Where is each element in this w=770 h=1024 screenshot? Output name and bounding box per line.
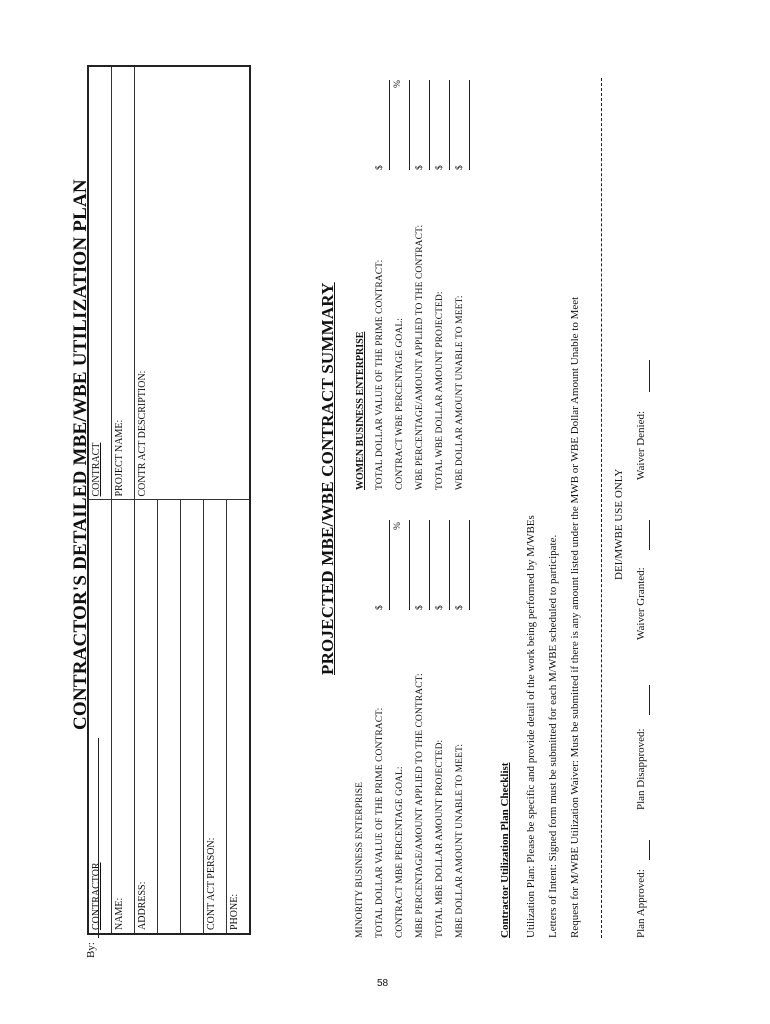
- checklist-item: Request for M/WBE Utilization Waiver: Must be submitted if there is any amount listed under the MWB or WBE Dollar Amount Unable to Meet: [569, 296, 581, 938]
- mbe-applied-line[interactable]: [429, 520, 430, 610]
- phone-field[interactable]: PHONE:: [227, 500, 251, 934]
- address-field-line2[interactable]: [158, 500, 181, 934]
- plan-disapproved-label: Plan Disapproved:: [635, 728, 647, 810]
- office-use-divider: [601, 78, 602, 938]
- waiver-granted-label: Waiver Granted:: [635, 567, 647, 640]
- dollar-symbol: $: [435, 165, 445, 170]
- plan-approved-line[interactable]: [649, 840, 650, 860]
- wbe-goal-line[interactable]: [409, 80, 410, 170]
- mbe-unable-line[interactable]: [469, 520, 470, 610]
- wbe-projected-line[interactable]: [449, 80, 450, 170]
- dollar-symbol: $: [415, 605, 425, 610]
- contractor-info-table: [87, 65, 251, 935]
- dollar-symbol: $: [455, 165, 465, 170]
- contractor-header: CONTRACTOR: [88, 500, 112, 934]
- name-field[interactable]: NAME:: [112, 500, 135, 934]
- wbe-row: CONTRACT WBE PERCENTAGE GOAL:: [395, 318, 405, 490]
- percent-symbol: %: [393, 521, 403, 530]
- by-signature-line[interactable]: [98, 738, 99, 938]
- mbe-goal-line[interactable]: [409, 520, 410, 610]
- by-signature-area: [85, 710, 105, 960]
- waiver-denied-line[interactable]: [649, 360, 650, 392]
- page-number: 58: [377, 978, 389, 989]
- rotated-form: [70, 60, 647, 960]
- project-name-field[interactable]: PROJECT NAME:: [112, 66, 135, 500]
- contact-person-field[interactable]: CONT ACT PERSON:: [204, 500, 227, 934]
- mbe-heading: MINORITY BUSINESS ENTERPRISE: [355, 781, 365, 938]
- wbe-heading: WOMEN BUSINESS ENTERPRISE: [355, 331, 366, 490]
- wbe-total-value-line[interactable]: [389, 80, 390, 170]
- page-title: CONTRACTOR'S DETAILED MBE/WBE UTILIZATION PLAN: [70, 179, 91, 730]
- wbe-row: WBE PERCENTAGE/AMOUNT APPLIED TO THE CONTRACT:: [415, 224, 425, 490]
- waiver-granted-line[interactable]: [649, 520, 650, 550]
- plan-disapproved-line[interactable]: [649, 685, 650, 715]
- wbe-row: TOTAL DOLLAR VALUE OF THE PRIME CONTRACT:: [375, 259, 385, 490]
- dollar-symbol: $: [435, 605, 445, 610]
- mbe-total-value-line[interactable]: [389, 520, 390, 610]
- plan-approved-label: Plan Approved:: [635, 869, 647, 938]
- dollar-symbol: $: [375, 165, 385, 170]
- address-field-line3[interactable]: [181, 500, 204, 934]
- by-label: By:: [85, 942, 97, 958]
- wbe-row: TOTAL WBE DOLLAR AMOUNT PROJECTED:: [435, 291, 445, 490]
- checklist-item: Utilization Plan: Please be specific and provide detail of the work being performed by M/WBEs: [525, 515, 537, 938]
- wbe-unable-line[interactable]: [469, 80, 470, 170]
- dollar-symbol: $: [375, 605, 385, 610]
- mbe-row: TOTAL DOLLAR VALUE OF THE PRIME CONTRACT:: [375, 707, 385, 938]
- checklist-item: Letters of Intent: Signed form must be submitted for each M/WBE scheduled to participate.: [547, 534, 559, 938]
- office-use-label: DEI/MWBE USE ONLY: [613, 468, 625, 580]
- dollar-symbol: $: [455, 605, 465, 610]
- waiver-denied-label: Waiver Denied:: [635, 410, 647, 480]
- mbe-row: CONTRACT MBE PERCENTAGE GOAL:: [395, 766, 405, 938]
- percent-symbol: %: [393, 79, 403, 88]
- mbe-row: MBE PERCENTAGE/AMOUNT APPLIED TO THE CONTRACT:: [415, 673, 425, 938]
- mbe-row: MBE DOLLAR AMOUNT UNABLE TO MEET:: [455, 743, 465, 938]
- mbe-projected-line[interactable]: [449, 520, 450, 610]
- contract-header: CONTRACT: [88, 66, 112, 500]
- contract-description-field[interactable]: CONTR ACT DESCRIPTION:: [135, 66, 251, 500]
- mbe-row: TOTAL MBE DOLLAR AMOUNT PROJECTED:: [435, 739, 445, 938]
- address-field[interactable]: ADDRESS:: [135, 500, 158, 934]
- wbe-applied-line[interactable]: [429, 80, 430, 170]
- wbe-row: WBE DOLLAR AMOUNT UNABLE TO MEET:: [455, 295, 465, 490]
- dollar-symbol: $: [415, 165, 425, 170]
- checklist-heading: Contractor Utilization Plan Checklist: [499, 762, 511, 938]
- summary-title: PROJECTED MBE/WBE CONTRACT SUMMARY: [318, 282, 337, 675]
